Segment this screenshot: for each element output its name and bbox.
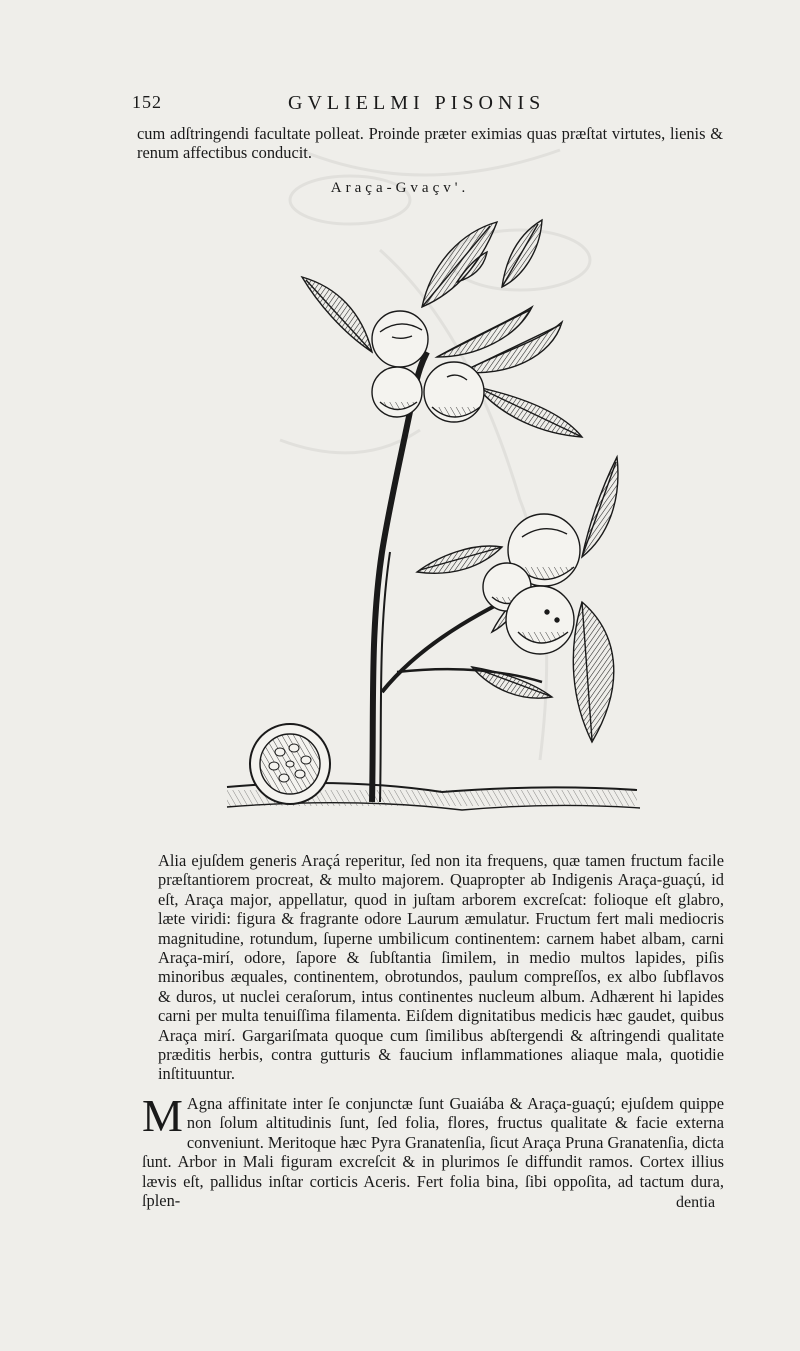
middle-paragraph: Alia ejuſdem generis Araçá reperitur, ſed non ita frequens, quæ tamen fructum facile præſtantiorem procreat, & multo majorem. Quapropter ab Indigenis Araça-guaçú, id eſt, Araça major, appellatur, quod in juſtam arborem excreſcat: folioque eſt glabro, læte viridi: figura & fragrante odore Laurum æmulatur. Fructum fert mali mediocris magnitudine, rotundum, ſuperne umbilicum continentem: carnem habet albam, carni Araça-mirí, odore, ſapore & ſubſtantia ſimilem, in medio multos lapides, piſis minoribus æquales, continentem, obrotundos, paulum compreſſos, ex albo ſubflavos & duros, ut nuclei ceraſorum, intus continentes nucleum album. Adhærent hi lapides carni per multa tenuiſſima filamenta. Eiſdem dignitatibus medicis hæc gaudet, quibus Araça mirí. Gargariſmata quoque cum ſimilibus abſtergendi & aſtringendi qualitate præditis herbis, contra gutturis & faucium inflammationes aliaque mala, quotidie inſtituuntur.: [158, 851, 724, 1084]
top-paragraph: cum adſtringendi facultate polleat. Proinde præter eximias quas præſtat virtutes, lienis & renum affectibus conducit.: [137, 124, 723, 163]
running-head: GVLIELMI PISONIS: [288, 92, 546, 114]
page-header: [132, 92, 722, 118]
bottom-paragraph-text: Agna affinitate inter ſe conjunctæ ſunt Guaiába & Araça-guaçú; ejuſdem quippe non ſolum altitudinis ſunt, ſed folia, flores, fructus qualitate & facie externa conveniunt. Meritoque hæc Pyra Granatenſia, ſicut Araça Pruna Granatenſia, dicta ſunt. Arbor in Mali figuram excreſcit & in plurimos ſe diffundit ramos. Cortex illius lævis eſt, pallidus inſtar corticis Aceris. Fert folia bina, ſibi oppoſita, ad tactum dura, ſplen-: [142, 1094, 724, 1211]
catchword: dentia: [676, 1194, 716, 1211]
bottom-paragraph: [142, 1090, 724, 1211]
page-number: 152: [132, 92, 162, 112]
drop-cap: M: [142, 1090, 183, 1141]
figure-caption: Araça-Gvaçv'.: [330, 180, 470, 196]
woodcut-illustration: [222, 212, 642, 817]
